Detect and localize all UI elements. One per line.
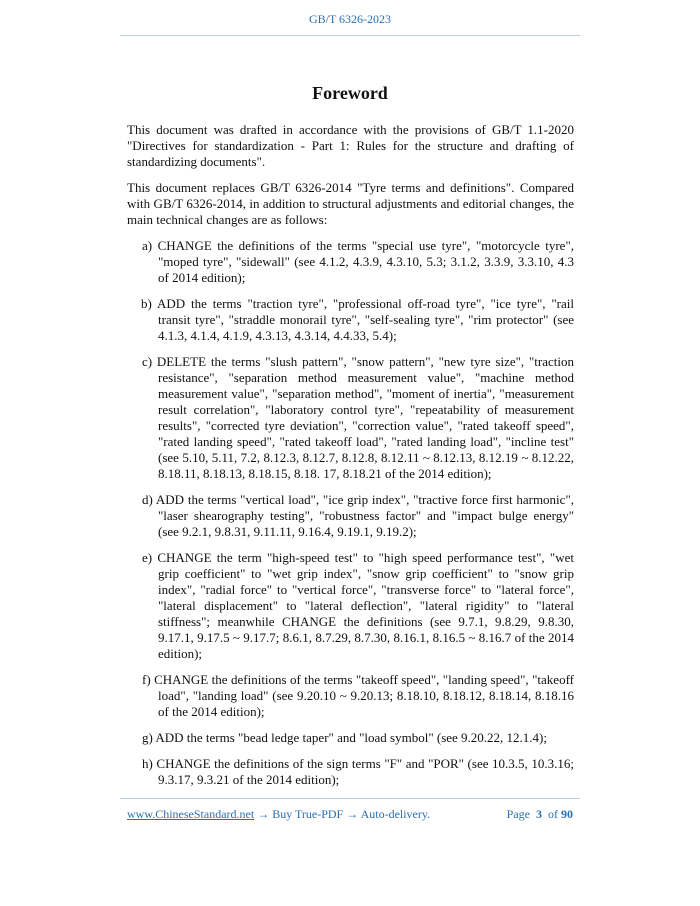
- list-item: a) CHANGE the definitions of the terms "special use tyre", "motorcycle tyre", "moped tyre", "sidewall" (see 4.1.2, 4.3.9, 4.3.10, 5.3; 3.1.2, 3.3.9, 3.3.10, 4.3 of 2014 edition);: [142, 238, 574, 285]
- page-total: 90: [561, 807, 573, 821]
- list-item: e) CHANGE the term "high-speed test" to "high speed performance test", "wet grip coefficient" to "wet grip index", "snow grip coefficient" to "snow grip index", "radial force" to "vertical force", "transverse force" to "lateral force", "lateral displacement" to "lateral deflection", "lateral rigidity" to "lateral stiffness"; meanwhile CHANGE the definitions (see 9.7.1, 9.8.29, 9.8.30, 9.17.1, 9.17.5 ~ 9.17.7; 8.6.1, 8.7.29, 8.7.30, 8.16.1, 8.16.5 ~ 8.16.7 of the 2014 edition);: [142, 550, 574, 661]
- footer: [127, 807, 573, 842]
- promo-text: → Buy True-PDF → Auto-delivery.: [254, 807, 431, 821]
- header-divider: [120, 35, 580, 36]
- footer-promo: [127, 807, 430, 822]
- footer-divider: [120, 798, 580, 799]
- header-doc-id: GB/T 6326-2023: [308, 12, 392, 26]
- page-indicator: [507, 807, 573, 822]
- list-item: h) CHANGE the definitions of the sign terms "F" and "POR" (see 10.3.5, 10.3.16; 9.3.17, 9.3.21 of the 2014 edition);: [142, 756, 574, 787]
- list-item: g) ADD the terms "bead ledge taper" and "load symbol" (see 9.20.22, 12.1.4);: [142, 730, 547, 745]
- page-label: Page: [506, 807, 530, 821]
- list-item: b) ADD the terms "traction tyre", "professional off-road tyre", "ice tyre", "rail transit tyre", "straddle monorail tyre", "self-sealing tyre", "rim protector" (see 4.1.3, 4.1.4, 4.1.9, 4.3.13, 4.3.14, 4.4.33, 5.4);: [141, 296, 574, 343]
- list-item: c) DELETE the terms "slush pattern", "snow pattern", "new tyre size", "traction resistance", "separation method measurement value", "machine method measurement value", "separation method", "moment of inertia", "measurement result correlation", "laboratory control tyre", "repeatability of measurement results", "corrected tyre deviation", "correction value", "rated takeoff speed", "rated landing speed", "rated takeoff load", "rated landing load", "incline test" (see 5.10, 5.11, 7.2, 8.12.3, 8.12.7, 8.12.8, 8.12.11 ~ 8.12.13, 8.12.19 ~ 8.12.22, 8.18.11, 8.18.13, 8.18.15, 8.18. 17, 8.18.21 of the 2014 edition);: [142, 354, 574, 481]
- website-link[interactable]: www.ChineseStandard.net: [127, 807, 255, 821]
- list-item: f) CHANGE the definitions of the terms "takeoff speed", "landing speed", "takeoff load", "landing load" (see 9.20.10 ~ 9.20.13; 8.18.10, 8.18.12, 8.18.14, 8.18.16 of the 2014 edition);: [142, 672, 574, 719]
- page-title: Foreword: [312, 83, 388, 103]
- paragraph: This document was drafted in accordance with the provisions of GB/T 1.1-2020 "Directives for standardization - Part 1: Rules for the structure and drafting of standardizing documents".: [127, 122, 574, 169]
- page-number: 3: [536, 807, 542, 821]
- list-item: d) ADD the terms "vertical load", "ice grip index", "tractive force first harmonic", "laser shearography testing", "robustness factor" and "impact bulge energy" (see 9.2.1, 9.8.31, 9.11.11, 9.16.4, 9.19.1, 9.19.2);: [142, 492, 574, 539]
- paragraph: This document replaces GB/T 6326-2014 "Tyre terms and definitions". Compared with GB/T 6326-2014, in addition to structural adjustments and editorial changes, the main technical changes are as follows:: [127, 180, 574, 227]
- of-label: of: [548, 807, 558, 821]
- document-body: [127, 122, 574, 788]
